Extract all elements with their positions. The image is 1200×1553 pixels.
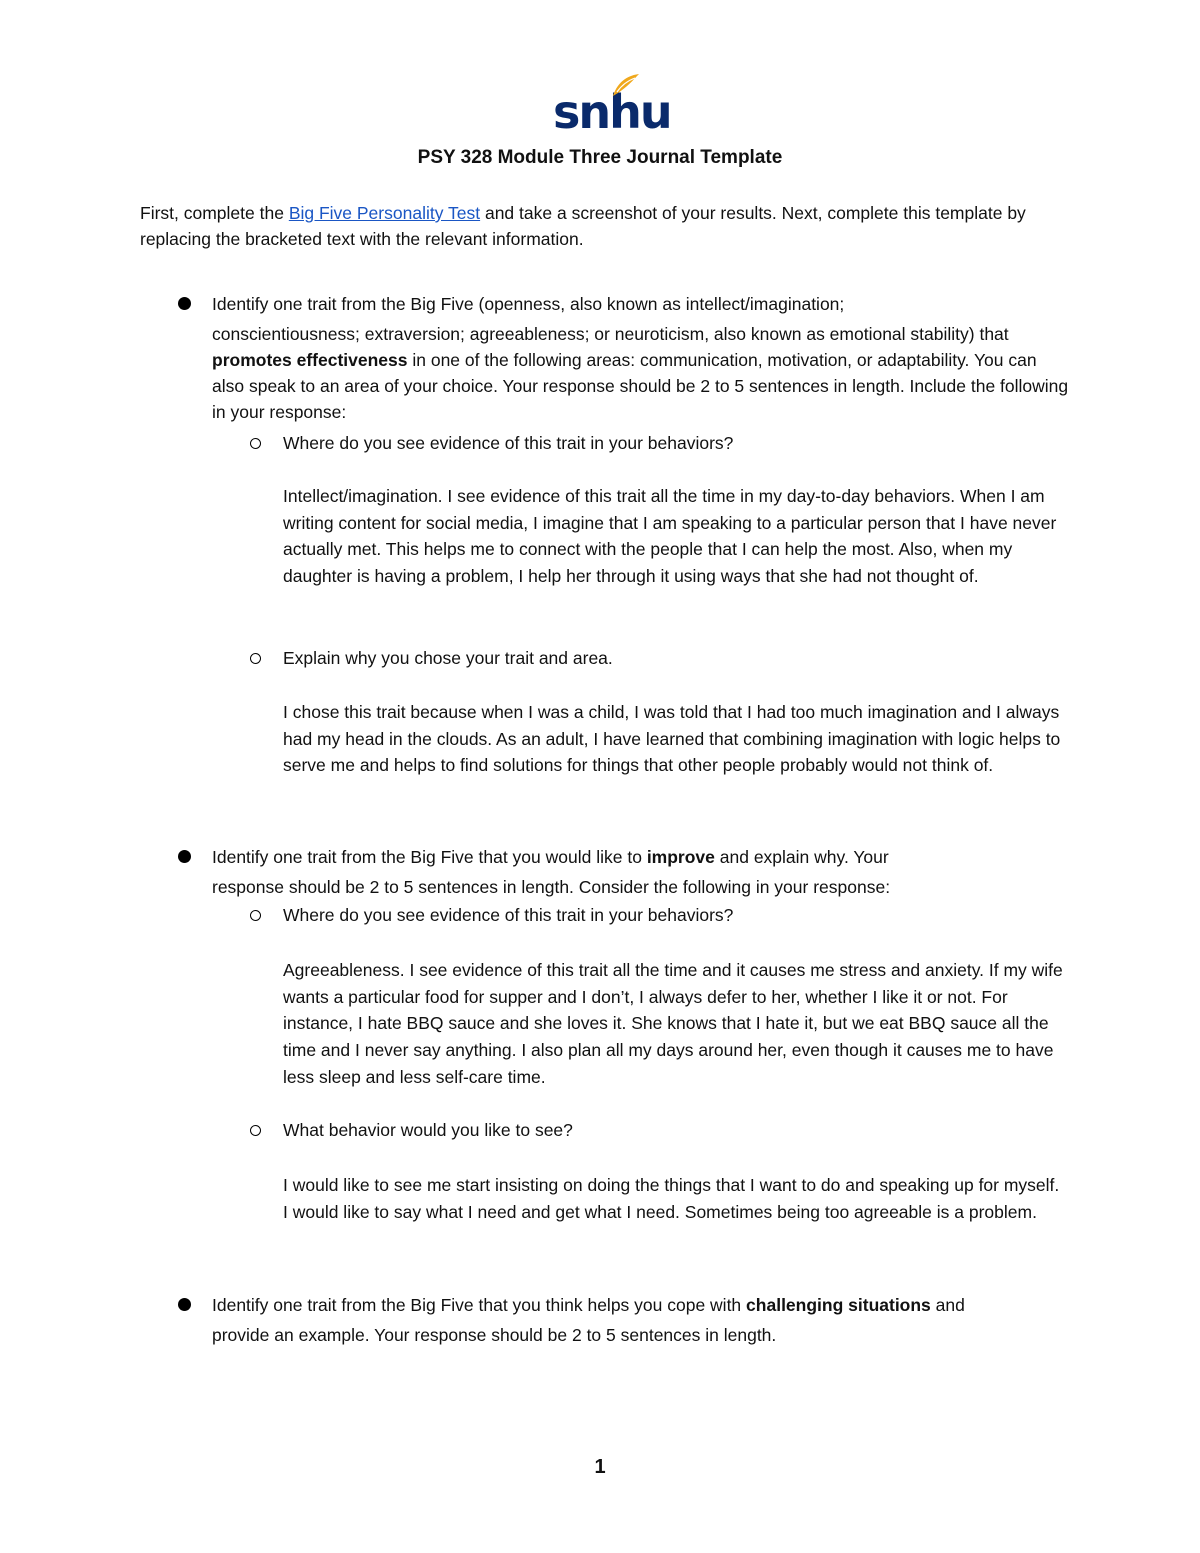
prompt-2-line2: response should be 2 to 5 sentences in length. Consider the following in your response: bbox=[212, 877, 891, 897]
answer-2-2: I would like to see me start insisting on doing the things that I want to do and speaking up for myself. I would like to say what I need and get what I need. Sometimes being too agreeable is a problem. bbox=[283, 1175, 1060, 1222]
answer-1-1: Intellect/imagination. I see evidence of this trait all the time in my day-to-day behaviors. When I am writing content for social media, I imagine that I am speaking to a particular person that I have never actually met. This helps me to connect with the people that I can help the most. Also, when my daughter is having a problem, I help her through it using ways that she had not thought of. bbox=[283, 486, 1057, 587]
prompt-3: Identify one trait from the Big Five that you think helps you cope with challenging situations and provide an example. Your response should be 2 to 5 sentences in length. bbox=[140, 1288, 1070, 1348]
page-number: 1 bbox=[594, 1456, 606, 1478]
bullet-icon bbox=[178, 850, 191, 863]
snhu-logo bbox=[553, 72, 671, 139]
answer-1-2: I chose this trait because when I was a child, I was told that I had too much imagination and I always had my head in the clouds. As an adult, I have learned that combining imagination with logic helps to serve me and helps to find solutions for things that other people probably would not think of. bbox=[283, 702, 1061, 776]
prompt-2: Identify one trait from the Big Five that you would like to improve and explain why. Your response should be 2 to 5 sentences in length. Consider the following in your response: bbox=[140, 840, 1070, 900]
answer-2-1: Agreeableness. I see evidence of this trait all the time and it causes me stress and anxiety. If my wife wants a particular food for supper and I don’t, I always defer to her, whether I like it or not. For instance, I hate BBQ sauce and she loves it. She knows that I hate it, but we eat BBQ sauce all the time and I never say anything. I also plan all my days around her, even though it causes me to have less sleep and less self-care time. bbox=[283, 960, 1063, 1087]
prompt-2-question-2: What behavior would you like to see? bbox=[140, 1117, 1070, 1143]
circle-bullet-icon bbox=[250, 438, 261, 449]
bullet-icon bbox=[178, 297, 191, 310]
circle-bullet-icon bbox=[250, 1125, 261, 1136]
prompt-3-line2: provide an example. Your response should be 2 to 5 sentences in length. bbox=[212, 1325, 777, 1345]
intro-paragraph: First, complete the Big Five Personality Test and take a screenshot of your results. Next, complete this template by replacing the bracketed text with the relevant information. bbox=[140, 203, 1026, 249]
big-five-test-link[interactable]: Big Five Personality Test bbox=[288, 203, 481, 223]
page-title: PSY 328 Module Three Journal Template bbox=[417, 147, 783, 168]
logo-wordmark: snhu bbox=[553, 85, 671, 139]
prompt-1: Identify one trait from the Big Five (openness, also known as intellect/imagination; conscientiousness; extraversion; agreeableness; or neuroticism, also known as emotional stability) that promotes effectiveness in one of the following areas: communication, motivation, or adaptability. You can also speak to an area of your choice. Your response should be 2 to 5 sentences in length. Include the following in your response: bbox=[140, 287, 1070, 425]
bullet-icon bbox=[178, 1298, 191, 1311]
circle-bullet-icon bbox=[250, 653, 261, 664]
prompt-1-question-1: Where do you see evidence of this trait in your behaviors? bbox=[140, 430, 1070, 456]
prompt-1-line1: Identify one trait from the Big Five (openness, also known as intellect/imagination; bbox=[212, 294, 845, 314]
prompt-1-question-2: Explain why you chose your trait and area. bbox=[140, 645, 1070, 671]
prompt-2-question-1: Where do you see evidence of this trait in your behaviors? bbox=[140, 902, 1070, 928]
leaf-icon bbox=[611, 72, 641, 98]
circle-bullet-icon bbox=[250, 910, 261, 921]
